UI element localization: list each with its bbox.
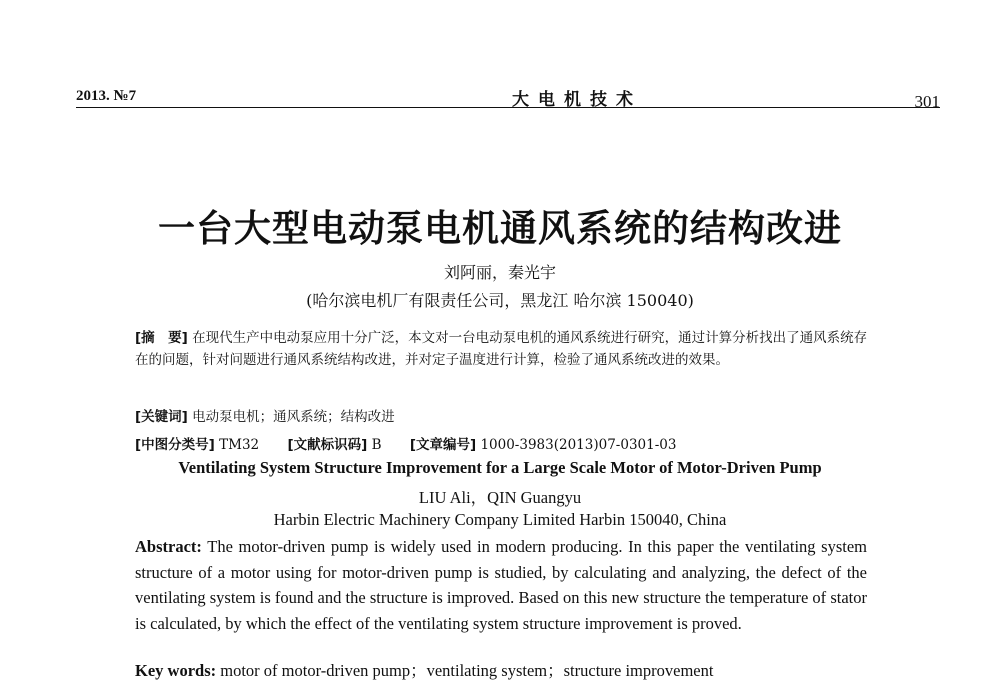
authors-chinese: 刘阿丽，秦光宇 [443, 263, 556, 282]
keywords-english-text: motor of motor-driven pump；ventilating system；structure improvement [220, 661, 714, 680]
keywords-chinese-text: 电动泵电机；通风系统；结构改进 [192, 409, 395, 425]
abstract-english-text: The motor-driven pump is widely used in modern producing. In this paper the ventilating system structure of a motor using for motor-driven pump is studied, by calculating and analyzing, the defect of the ventilating system is found and the structure is improved. Based on this new structure the temperature of stator is calculated, by which the effect of the ventilating system structure improvement is proved. [135, 537, 867, 633]
keywords-chinese [135, 405, 870, 425]
page-number: 301 [914, 92, 940, 111]
clc-item [135, 437, 259, 453]
abstract-chinese-label: [摘 要] [135, 330, 188, 346]
article-no-label: [文章编号] [409, 437, 477, 453]
abstract-chinese [135, 328, 870, 371]
doc-code-value: B [371, 437, 382, 453]
article-no-item [410, 437, 677, 453]
keywords-chinese-label: [关键词] [135, 409, 188, 425]
abstract-chinese-text: 在现代生产中电动泵应用十分广泛，本文对一台电动泵电机的通风系统进行研究，通过计算分析找出了通风系统存在的问题，针对问题进行通风系统结构改进，并对定子温度进行计算，检验了通风系统改进的效果。 [135, 330, 868, 368]
classification-line [135, 433, 870, 453]
issue-number: 2013. №7 [76, 88, 137, 104]
clc-value: TM32 [219, 437, 260, 453]
clc-label: [中图分类号] [135, 437, 215, 453]
running-header [76, 86, 940, 110]
title-english: Ventilating System Structure Improvement for a Large Scale Motor of Motor-Driven Pump [178, 458, 822, 477]
article-no-value: 1000-3983(2013)07-0301-03 [480, 437, 677, 453]
title-chinese: 一台大型电动泵电机通风系统的结构改进 [158, 207, 842, 250]
doc-code-item [287, 437, 381, 453]
abstract-english [135, 534, 867, 636]
doc-code-label: [文献标识码] [287, 437, 368, 453]
keywords-english-label: Key words: [135, 661, 217, 680]
abstract-english-label: Abstract: [135, 537, 202, 556]
keywords-english [135, 657, 867, 681]
journal-name: 大电机技术 [512, 90, 642, 110]
affiliation-english: Harbin Electric Machinery Company Limited Harbin 150040, China [273, 510, 727, 529]
header-rule [76, 107, 940, 108]
authors-english: LIU Ali，QIN Guangyu [418, 488, 582, 507]
affiliation-chinese: (哈尔滨电机厂有限责任公司，黑龙江 哈尔滨 150040) [306, 291, 694, 310]
